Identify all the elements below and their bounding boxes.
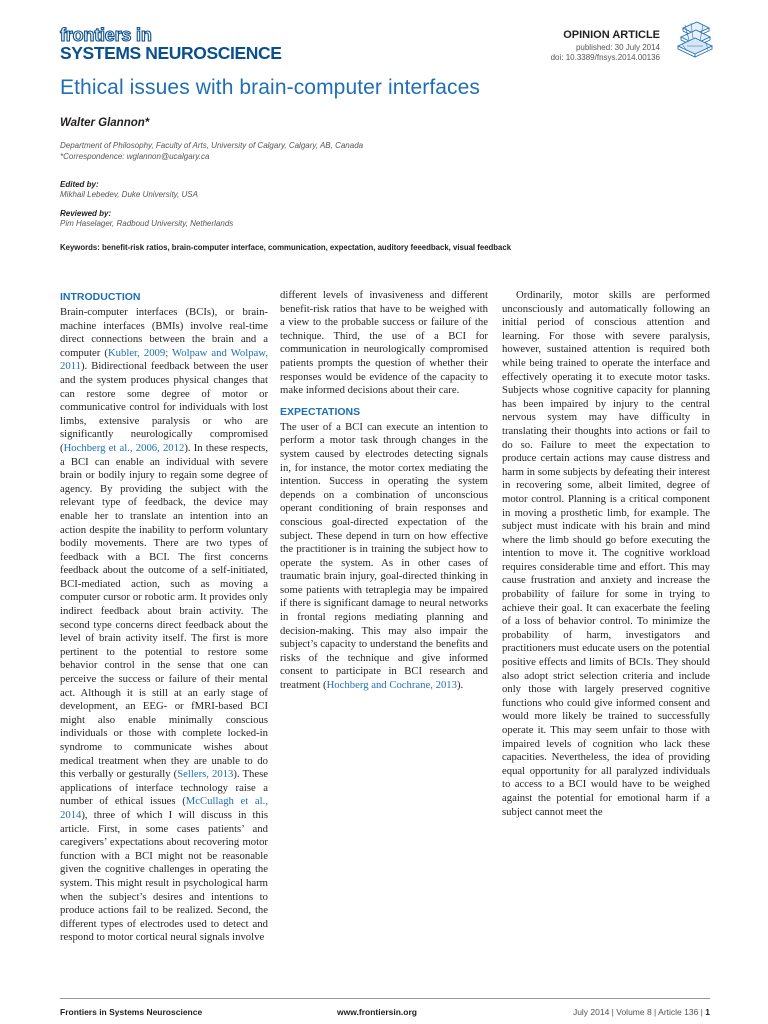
author-name: Walter Glannon* xyxy=(60,117,150,129)
citation-link[interactable]: Kubler, 2009; Wolpaw and Wolpaw, 2011 xyxy=(60,346,268,373)
edited-by: Mikhail Lebedev, Duke University, USA xyxy=(60,190,198,199)
issue-info: July 2014 | Volume 8 | Article 136 | xyxy=(572,1007,703,1017)
intro-text: ). In these respects, a BCI can enable an individual with severe brain or bodily injury to regain some degree of agency. By providing the subject with the relevant type of feedback, the device may enable her to translate an intention into an action despite the inability to perform voluntary bodily movements. There are two types of feedback with a BCI. The first concerns feedback about the outcome of a self-initiated, BCI-mediated action, such as moving a computer cursor or robotic arm. It provides only indirect feedback about brain activity. The second type concerns direct feedback about the level of brain activity itself. The first is more pertinent to the potential to restore some behavior control in the sense that one can perceive the success or failure of their mental act. Although it is still at an early stage of development, an EEG- or fMRI-based BCI might also enable minimally conscious individuals or those with complete locked-in syndrome to communicate wishes about medical treatment when they are unable to do this verbally or gesturally ( xyxy=(60,441,269,781)
expectations-paragraph xyxy=(280,421,488,693)
correspondence: *Correspondence: wglannon@ucalgary.ca xyxy=(60,152,210,161)
affiliation: Department of Philosophy, Faculty of Arts, University of Calgary, Calgary, AB, Canada xyxy=(60,141,364,150)
reviewed-by: Pim Haselager, Radboud University, Netherlands xyxy=(60,219,234,228)
stacked-layers-logo-icon xyxy=(673,18,715,62)
expectations-text: ). xyxy=(456,679,464,692)
doi: doi: 10.3389/fnsys.2014.00136 xyxy=(550,52,660,62)
journal-logo xyxy=(60,27,281,62)
publication-info xyxy=(551,43,660,62)
footer-divider xyxy=(60,998,710,999)
expectations-text: The user of a BCI can execute an intention to perform a motor task through changes in the system caused by electrodes detecting signals in, for instance, the motor cortex mediating the intention. Success in operating the system depends on a combination of unconscious operant conditioning of brain responses and conscious goal-directed expectation of the subject. These depend in turn on how effective the practitioner is in training the subject how to operate the system. As in other cases of traumatic brain injury, goal-directed thinking in some patients with tetraplegia may be impaired if there is significant damage to neural networks in frontal regions mediating planning and decision-making. This may also impair the subject’s capacity to understand the benefits and risks of the technique and give informed consent to participate in BCI research and treatment ( xyxy=(280,420,488,692)
citation-link[interactable]: Hochberg et al., 2006, 2012 xyxy=(63,441,185,454)
column-2 xyxy=(280,289,488,693)
column-3 xyxy=(502,289,710,819)
edited-by-label: Edited by: xyxy=(60,180,99,189)
journal-name-line2: SYSTEMS NEUROSCIENCE xyxy=(60,43,282,63)
keywords-label: Keywords: xyxy=(60,243,100,252)
footer-issue xyxy=(573,1007,710,1017)
section-heading-expectations: EXPECTATIONS xyxy=(280,405,361,418)
affiliation-block xyxy=(60,140,363,162)
keywords-list: benefit-risk ratios, brain-computer interface, communication, expectation, auditory feeedback, visual feedback xyxy=(102,243,512,252)
footer-url[interactable]: www.frontiersin.org xyxy=(337,1007,417,1017)
reviewed-by-label: Reviewed by: xyxy=(60,209,112,218)
introduction-paragraph xyxy=(60,306,268,945)
published-date: published: 30 July 2014 xyxy=(575,43,660,52)
paragraph-motor-skills: Ordinarily, motor skills are performed unconsciously and automatically following an initial period of conscious attention and learning. For those with severe paralysis, however, sustained attention is required both while being trained to operate the interface and effectively operating it to execute motor tasks. Subjects whose cognitive capacity for planning has been impaired by injury to the central nervous system may have difficulty in translating their thoughts into actions or fail to do so. Failure to meet the expectation to produce certain actions may cause distress and harm in some subjects by defeating their interest in recovering some, albeit limited, degree of motor control. Planning is a critical component in moving a prosthetic limb, for example. The subject must indicate with his brain and mind where the limb should go before executing the intention to move it. The cognitive workload requires considerable time and effort. This may cause frustration and anxiety and increase the probability of failure for some in trying to achieve their goal. It can exacerbate the feeling of a loss of behavior control. To minimize the probability of harm, investigators and practitioners must educate users on the potential positive effects and limits of BCIs. They should also adopt strict selection criteria and include only those with largely preserved cognitive functions who could give informed consent and would more likely be trained to successfully operate it. This may seem unfair to those with impaired levels of cognition who lack these capacities. Nevertheless, the idea of providing equal opportunity for all paralyzed individuals to access to a BCI would have to be weighed against the potential for emotional harm if a subject cannot meet the xyxy=(502,289,710,818)
keywords xyxy=(60,243,710,252)
intro-text: Brain-computer interfaces (BCIs), or brain-machine interfaces (BMIs) involve real-time direct connections between the brain and a computer ( xyxy=(60,306,268,359)
intro-text: ). Bidirectional feedback between the user and the system produces physical changes that can restore some degree of motor or communicative control for individuals with lost limbs, extensive paralysis or who are significantly neurologically compromised ( xyxy=(60,360,268,454)
section-heading-introduction: INTRODUCTION xyxy=(60,291,141,303)
footer-journal: Frontiers in Systems Neuroscience xyxy=(60,1007,203,1017)
citation-link[interactable]: Sellers, 2013 xyxy=(177,768,234,781)
introduction-paragraph-continued: different levels of invasiveness and different benefit-risk ratios that have to be weighed with a view to the probable success or failure of the technique. Third, the use of a BCI for communication in neurologically compromised patients prompts the question of whether their responses would be evidence of the capacity to make informed decisions about their care. xyxy=(280,289,488,397)
article-type: OPINION ARTICLE xyxy=(563,29,660,41)
intro-text: ), three of which I will discuss in this article. First, in some cases patients’ and caregivers’ expectations about recovering motor function with a BCI might not be reasonable given the cognitive challenges in operating the system. This might result in psychological harm when the subject’s desires and intentions to produce actions fail to be realized. Second, the different types of electrodes used to detect and respond to motor cortical neural signals involve xyxy=(60,808,268,944)
intro-text: ). These applications of interface technology raise a number of ethical issues ( xyxy=(60,768,268,808)
citation-link[interactable]: McCullagh et al., 2014 xyxy=(60,795,268,821)
journal-name-line1: frontiers in xyxy=(60,25,152,45)
column-1 xyxy=(60,289,268,945)
article-title: Ethical issues with brain-computer interfaces xyxy=(60,76,481,99)
page-number: 1 xyxy=(705,1007,710,1017)
citation-link[interactable]: Hochberg and Cochrane, 2013 xyxy=(326,679,457,692)
